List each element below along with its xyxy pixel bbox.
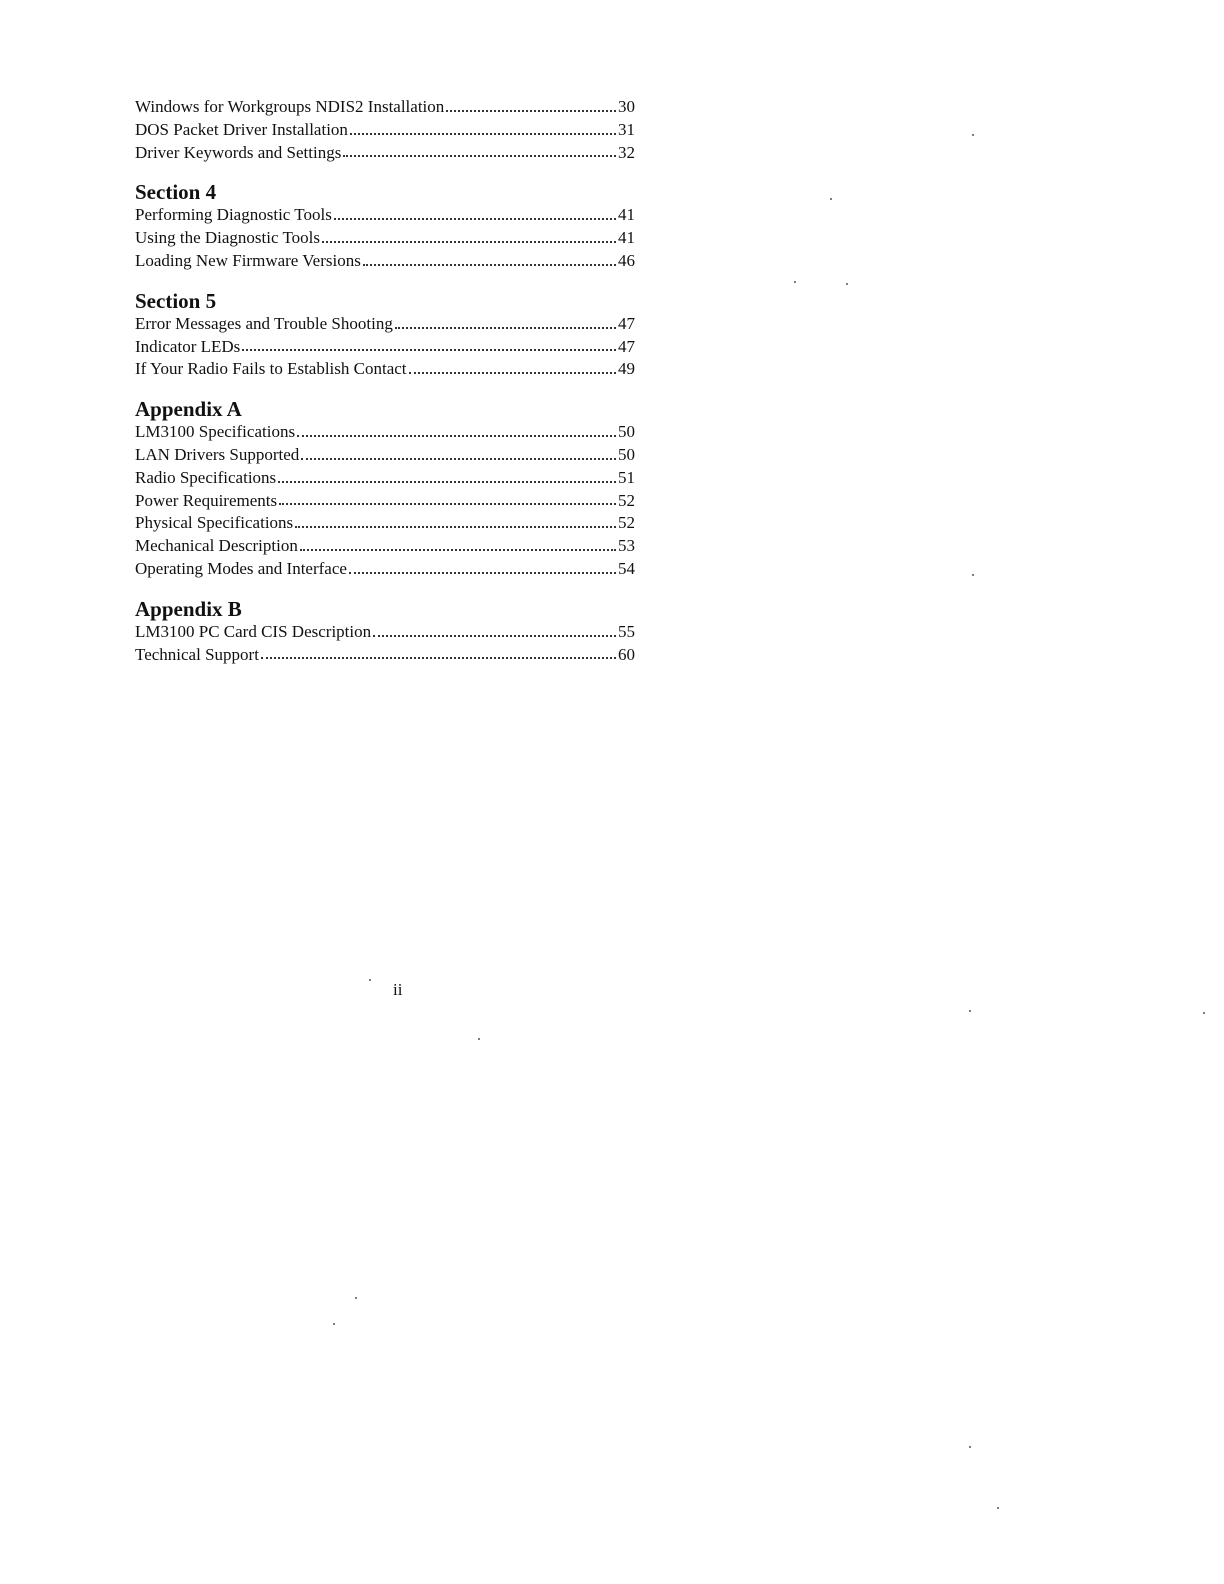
toc-entry-title: Windows for Workgroups NDIS2 Installation <box>135 97 445 116</box>
page-number: ii <box>393 980 403 999</box>
section-heading: Appendix B <box>135 596 242 621</box>
toc-entry-page: 30 <box>618 97 635 116</box>
section-heading: Appendix A <box>135 397 242 422</box>
toc-entry[interactable] <box>135 644 635 667</box>
toc-entry-title: DOS Packet Driver Installation <box>135 119 348 139</box>
toc-entry-title: LAN Drivers Supported <box>135 444 300 464</box>
toc-entry-title: Driver Keywords and Settings <box>135 142 342 162</box>
scan-speck <box>972 574 974 576</box>
dot-leader <box>242 349 616 351</box>
toc-entry-title: Technical Support <box>135 644 259 664</box>
toc-entry-title: LM3100 Specifications <box>135 422 296 442</box>
toc-entry[interactable] <box>135 358 635 381</box>
toc-entry-title: Using the Diagnostic Tools <box>135 228 321 248</box>
toc-entry-page: 47 <box>618 313 635 333</box>
toc-entry-page: 41 <box>618 228 635 248</box>
table-of-contents <box>135 96 635 666</box>
dot-leader <box>343 155 616 157</box>
scan-speck <box>794 281 796 283</box>
toc-entry-page: 60 <box>618 644 635 664</box>
toc-entry[interactable] <box>135 250 635 273</box>
toc-entry-title: Radio Specifications <box>135 467 277 487</box>
toc-entry-title: If Your Radio Fails to Establish Contact <box>135 359 407 379</box>
toc-entry-page: 41 <box>618 205 635 225</box>
scan-speck <box>969 1010 971 1012</box>
scan-speck <box>969 1446 971 1448</box>
dot-leader <box>395 327 616 329</box>
toc-entry-title: Operating Modes and Interface <box>135 558 347 578</box>
toc-entry[interactable] <box>135 227 635 250</box>
toc-entry[interactable] <box>135 204 635 227</box>
dot-leader <box>363 264 616 266</box>
toc-entry-page: 55 <box>618 621 635 641</box>
toc-entry-page: 49 <box>618 359 635 379</box>
toc-entry[interactable] <box>135 336 635 359</box>
dot-leader <box>334 218 616 220</box>
toc-entry[interactable] <box>135 313 635 336</box>
toc-entry-title: Loading New Firmware Versions <box>135 250 361 270</box>
dot-leader <box>278 481 616 483</box>
dot-leader <box>322 241 616 243</box>
dot-leader <box>350 133 616 135</box>
toc-entry[interactable] <box>135 535 635 558</box>
toc-entry-title: Indicator LEDs <box>135 336 241 356</box>
toc-entry-page: 50 <box>618 422 635 442</box>
toc-group-section-4 <box>135 180 635 272</box>
toc-entry[interactable] <box>135 444 635 467</box>
scan-speck <box>830 198 832 200</box>
scan-speck <box>478 1038 480 1040</box>
toc-entry-page: 50 <box>618 444 635 464</box>
toc-entry-title: Mechanical Description <box>135 536 298 556</box>
toc-group-appendix-a <box>135 397 635 581</box>
dot-leader <box>300 549 616 551</box>
toc-entry-page: 52 <box>618 513 635 533</box>
toc-entry[interactable] <box>135 119 635 142</box>
dot-leader <box>261 657 616 659</box>
dot-leader <box>446 110 616 112</box>
dot-leader <box>295 526 616 528</box>
toc-entry-title: Performing Diagnostic Tools <box>135 205 332 225</box>
toc-entry-title: Power Requirements <box>135 490 278 510</box>
scan-speck <box>846 283 848 285</box>
scan-speck <box>972 134 974 136</box>
scan-speck <box>997 1507 999 1509</box>
toc-group-section-5 <box>135 289 635 381</box>
section-heading: Section 4 <box>135 180 217 205</box>
toc-entry[interactable] <box>135 421 635 444</box>
dot-leader <box>373 635 616 637</box>
toc-entry[interactable] <box>135 558 635 581</box>
toc-entry-title: Error Messages and Trouble Shooting <box>135 313 393 333</box>
toc-entry[interactable] <box>135 142 635 165</box>
toc-entry-title: LM3100 PC Card CIS Description <box>135 621 372 641</box>
toc-entry-page: 47 <box>618 336 635 356</box>
dot-leader <box>297 435 616 437</box>
dot-leader <box>279 503 616 505</box>
toc-entry[interactable] <box>135 621 635 644</box>
toc-entry[interactable] <box>135 490 635 513</box>
scan-speck <box>355 1297 357 1299</box>
toc-entry-page: 46 <box>618 250 635 270</box>
section-heading: Section 5 <box>135 288 217 313</box>
toc-entry[interactable] <box>135 96 635 119</box>
toc-entry[interactable] <box>135 512 635 535</box>
toc-group-appendix-b <box>135 597 635 667</box>
dot-leader <box>301 458 616 460</box>
toc-entry-title: Physical Specifications <box>135 513 294 533</box>
dot-leader <box>409 372 616 374</box>
toc-entry-page: 52 <box>618 490 635 510</box>
dot-leader <box>349 572 616 574</box>
scan-speck <box>369 979 371 981</box>
toc-group-continued <box>135 96 635 164</box>
toc-entry-page: 32 <box>618 142 635 162</box>
scan-speck <box>1203 1012 1205 1014</box>
toc-entry[interactable] <box>135 467 635 490</box>
scan-speck <box>333 1323 335 1325</box>
toc-entry-page: 54 <box>618 558 635 578</box>
toc-entry-page: 51 <box>618 467 635 487</box>
toc-entry-page: 31 <box>618 119 635 139</box>
toc-entry-page: 53 <box>618 536 635 556</box>
